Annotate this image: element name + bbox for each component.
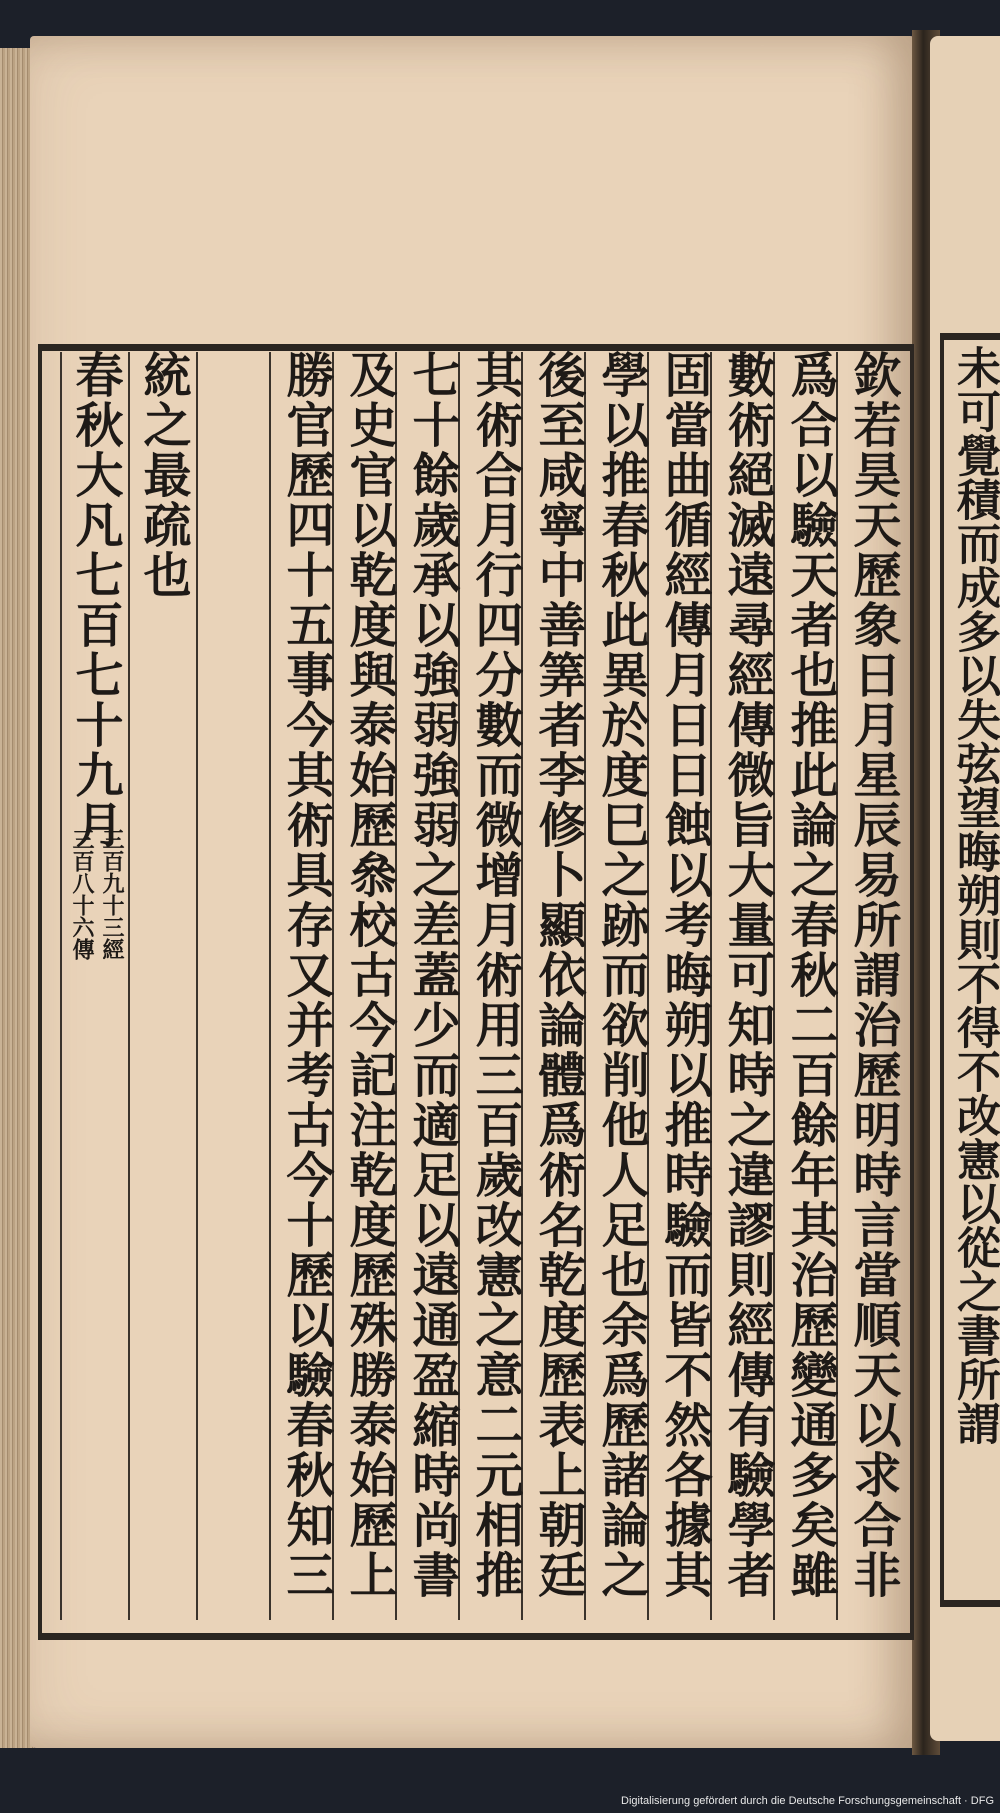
text-column: 數術絕滅遠尋經傳微旨大量可知時之違謬則經傳有驗學者 (719, 350, 775, 1600)
note-line: 三百九十三經 (99, 828, 125, 960)
text-column: 及史官以乾度與泰始歷叅校古今記注乾度歷殊勝泰始歷上 (341, 350, 397, 1600)
text-column: 統之最疏也 (135, 350, 191, 600)
text-column: 七十餘歲承以強弱強弱之差蓋少而適足以遠通盈縮時尚書 (404, 350, 460, 1600)
text-column: 固當曲循經傳月日日蝕以考晦朔以推時驗而皆不然各據其 (656, 350, 712, 1600)
note-line: 三百八十六傳 (69, 828, 95, 960)
column-rule (269, 352, 271, 1620)
text-column: 勝官歷四十五事今其術具存又并考古今十歷以驗春秋知三 (278, 350, 334, 1600)
text-column: 其術合月行四分數而微增月術用三百歲改憲之意二元相推 (467, 350, 523, 1600)
column-rule (128, 352, 130, 1620)
page-stack-edge (0, 48, 34, 1748)
text-column: 爲合以驗天者也推此論之春秋二百餘年其治歷變通多矣雖 (782, 350, 838, 1600)
footer-credit: Digitalisierung gefördert durch die Deutsche Forschungsgemeinschaft · DFG (0, 1790, 1000, 1813)
column-rule (60, 352, 62, 1620)
text-column: 欽若昊天歷象日月星辰易所謂治歷明時言當順天以求合非 (845, 350, 901, 1600)
text-column: 學以推春秋此異於度巳之跡而欲削他人足也余爲歷諸論之 (593, 350, 649, 1600)
chunqiu-line: 春秋大凡七百七十九月 (67, 350, 123, 850)
column-rule (196, 352, 198, 1620)
right-page-column: 未可覺積而成多以失弦望晦朔則不得不改憲以從之書所謂 (949, 345, 1000, 1445)
text-column: 後至咸寧中善筭者李修卜顯依論體爲術名乾度歷表上朝廷 (530, 350, 586, 1600)
